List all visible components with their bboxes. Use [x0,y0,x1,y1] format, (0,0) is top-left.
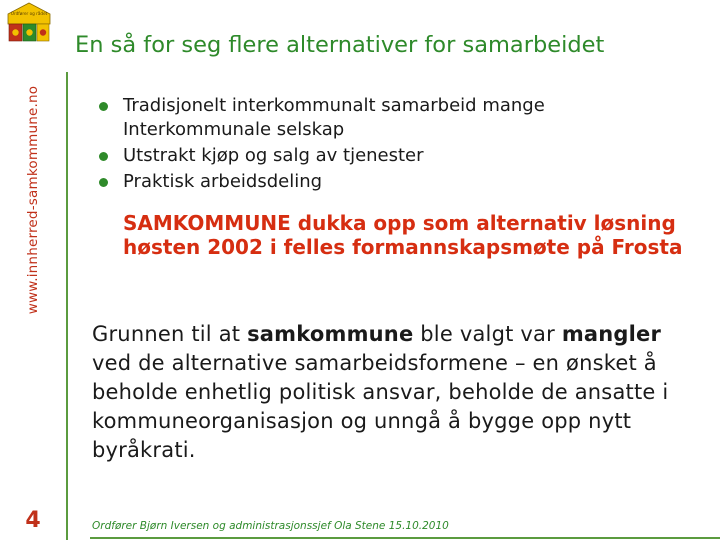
sidebar [0,0,67,540]
reason-bold-term: mangler [561,322,662,346]
bullet-item [95,170,695,194]
samkommune-highlight: SAMKOMMUNE dukka opp som alternativ løsning høsten 2002 i felles formannskapsmøte på Frosta [123,211,683,259]
logo-text: Ordfører og rådet [10,11,48,16]
reason-paragraph [92,320,692,465]
footer-divider [90,537,720,539]
bullet-item [95,144,695,168]
bullet-list [95,94,695,196]
reason-text: ble valgt var [413,322,562,346]
bullet-dot-icon [99,102,108,111]
reason-text: ved de alternative samarbeidsformene – en ønsket å beholde enhetlig politisk ansvar, beholde de ansatte i kommuneorganisasjon og unngå å bygge opp nytt byråkrati. [92,351,669,462]
bullet-item [95,94,695,142]
bullet-text: Tradisjonelt interkommunalt samarbeid mange Interkommunale selskap [123,95,545,140]
bullet-text: Praktisk arbeidsdeling [123,171,323,192]
vertical-divider [66,72,68,540]
slide-title: En så for seg flere alternativer for samarbeidet [75,32,605,58]
bullet-dot-icon [99,178,108,187]
bullet-dot-icon [99,152,108,161]
bullet-text: Utstrakt kjøp og salg av tjenester [123,145,424,166]
reason-text: Grunnen til at [92,322,248,346]
reason-bold-term: samkommune [247,322,414,346]
footer-credit: Ordfører Bjørn Iversen og administrasjonssjef Ola Stene 15.10.2010 [92,520,449,532]
website-url[interactable]: www.innherred-samkommune.no [25,85,41,315]
slide-number: 4 [25,508,41,533]
coat-of-arms-logo [5,0,53,44]
